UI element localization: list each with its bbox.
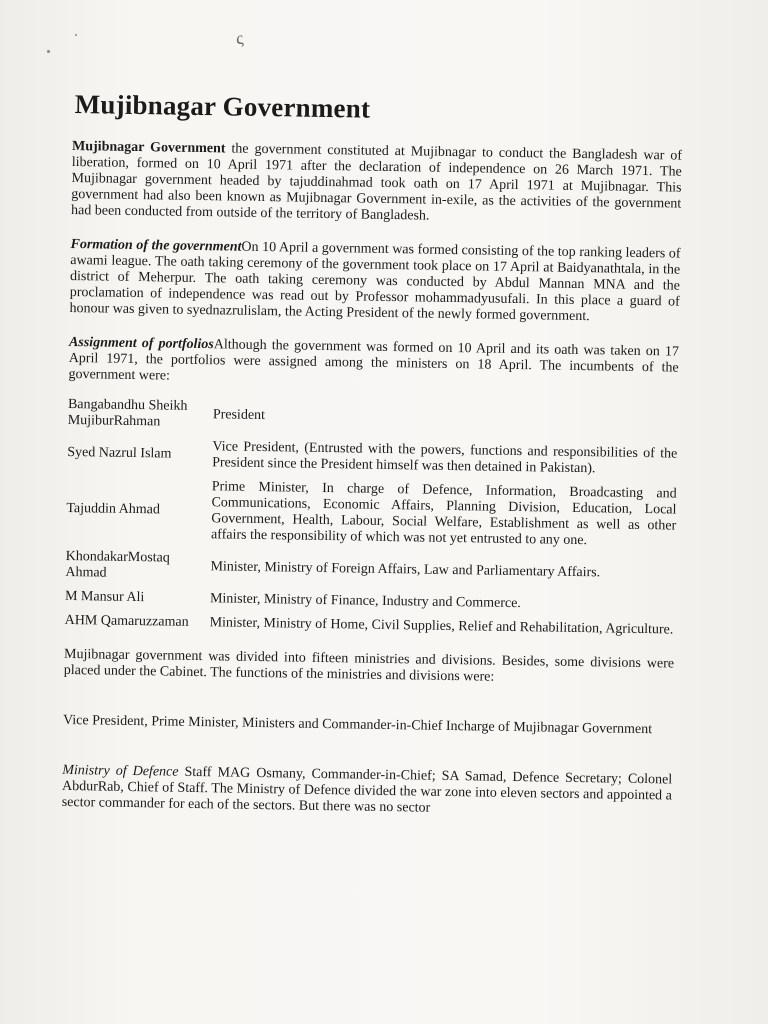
formation-paragraph bbox=[69, 237, 680, 327]
intro-body: the government constituted at Mujibnagar to conduct the Bangladesh war of liberation, formed on 10 April 1971 after the declaration of independence on 26 March 1971. The Mujibnagar government headed by tajuddinahmad took oath on 17 April 1971 at Mujibnagar. This government had also been known as Mujibnagar Government in-exile, as the activities of the government had been conducted from outside of the territory of Bangladesh. bbox=[70, 141, 683, 224]
assignment-body: Although the government was formed on 10 April and its oath was taken on 17 April 1971, the portfolios were assigned among the ministers on 18 April. The incumbents of the government were: bbox=[68, 337, 680, 384]
incumbents-table bbox=[65, 397, 679, 639]
scan-speck bbox=[75, 34, 77, 36]
incumbent-name: Syed Nazrul Islam bbox=[67, 444, 172, 462]
incumbent-role: Vice President, (Entrusted with the powers, functions and responsibilities of the President since the President himself was then detained in Pakistan). bbox=[212, 439, 678, 477]
scan-speck bbox=[47, 50, 50, 53]
intro-paragraph bbox=[71, 139, 682, 229]
incumbent-name: KhondakarMostaq Ahmad bbox=[65, 548, 170, 581]
defence-body: Staff MAG Osmany, Commander-in-Chief; SA Samad, Defence Secretary; Colonel AbdurRab, Chief of Staff. The Ministry of Defence divided the war zone into eleven sectors and appointed a sector commander for each of the sectors. But there was no sector bbox=[61, 764, 673, 816]
page-title: Mujibnagar Government bbox=[74, 89, 371, 124]
leadership-paragraph: Vice President, Prime Minister, Ministers and Commander-in-Chief Incharge of Mujibnagar Government bbox=[62, 712, 653, 738]
document-content bbox=[61, 88, 683, 838]
defence-lead: Ministry of Defence bbox=[62, 762, 179, 780]
incumbent-role: Minister, Ministry of Home, Civil Supplies, Relief and Rehabilitation, Agriculture. bbox=[209, 615, 674, 638]
formation-lead: Formation of the government bbox=[70, 236, 242, 255]
incumbent-name: Bangabandhu Sheikh MujiburRahman bbox=[67, 396, 188, 430]
incumbent-name: AHM Qamaruzzaman bbox=[64, 612, 189, 630]
assignment-paragraph bbox=[68, 335, 679, 393]
incumbent-name: M Mansur Ali bbox=[64, 588, 145, 606]
incumbent-role: President bbox=[212, 407, 266, 424]
page-mark: ς bbox=[234, 27, 245, 49]
incumbent-role: Minister, Ministry of Foreign Affairs, Law and Parliamentary Affairs. bbox=[210, 559, 601, 581]
incumbent-role: Minister, Ministry of Finance, Industry and Commerce. bbox=[209, 591, 521, 612]
incumbent-role: Prime Minister, In charge of Defence, Information, Broadcasting and Communications, Economic Affairs, Planning Division, Education, Local Government, Health, Labour, Social Welfare, Establishment as well as other affairs the responsibility of which was not yet entrusted to any one. bbox=[210, 479, 677, 549]
ministries-paragraph: Mujibnagar government was divided into fifteen ministries and divisions. Besides, some divisions were placed under the Cabinet. The functions of the ministries and divisions were: bbox=[63, 646, 675, 685]
defence-paragraph bbox=[62, 763, 673, 821]
assignment-lead: Assignment of portfolios bbox=[68, 334, 214, 353]
incumbent-name: Tajuddin Ahmad bbox=[66, 500, 161, 518]
formation-body: On 10 April a government was formed consisting of the top ranking leaders of awami league. The oath taking ceremony of the government took place on 17 April at Baidyanathtala, in the district of Meherpur. The oath taking ceremony was conducted by Abdul Mannan MNA and the proclamation of independence was read out by Professor mohammadyusufali. In this place a guard of honour was given to syednazrulislam, the Acting President of the newly formed government. bbox=[69, 239, 681, 325]
table-row bbox=[66, 477, 677, 559]
intro-lead: Mujibnagar Government bbox=[71, 138, 226, 157]
